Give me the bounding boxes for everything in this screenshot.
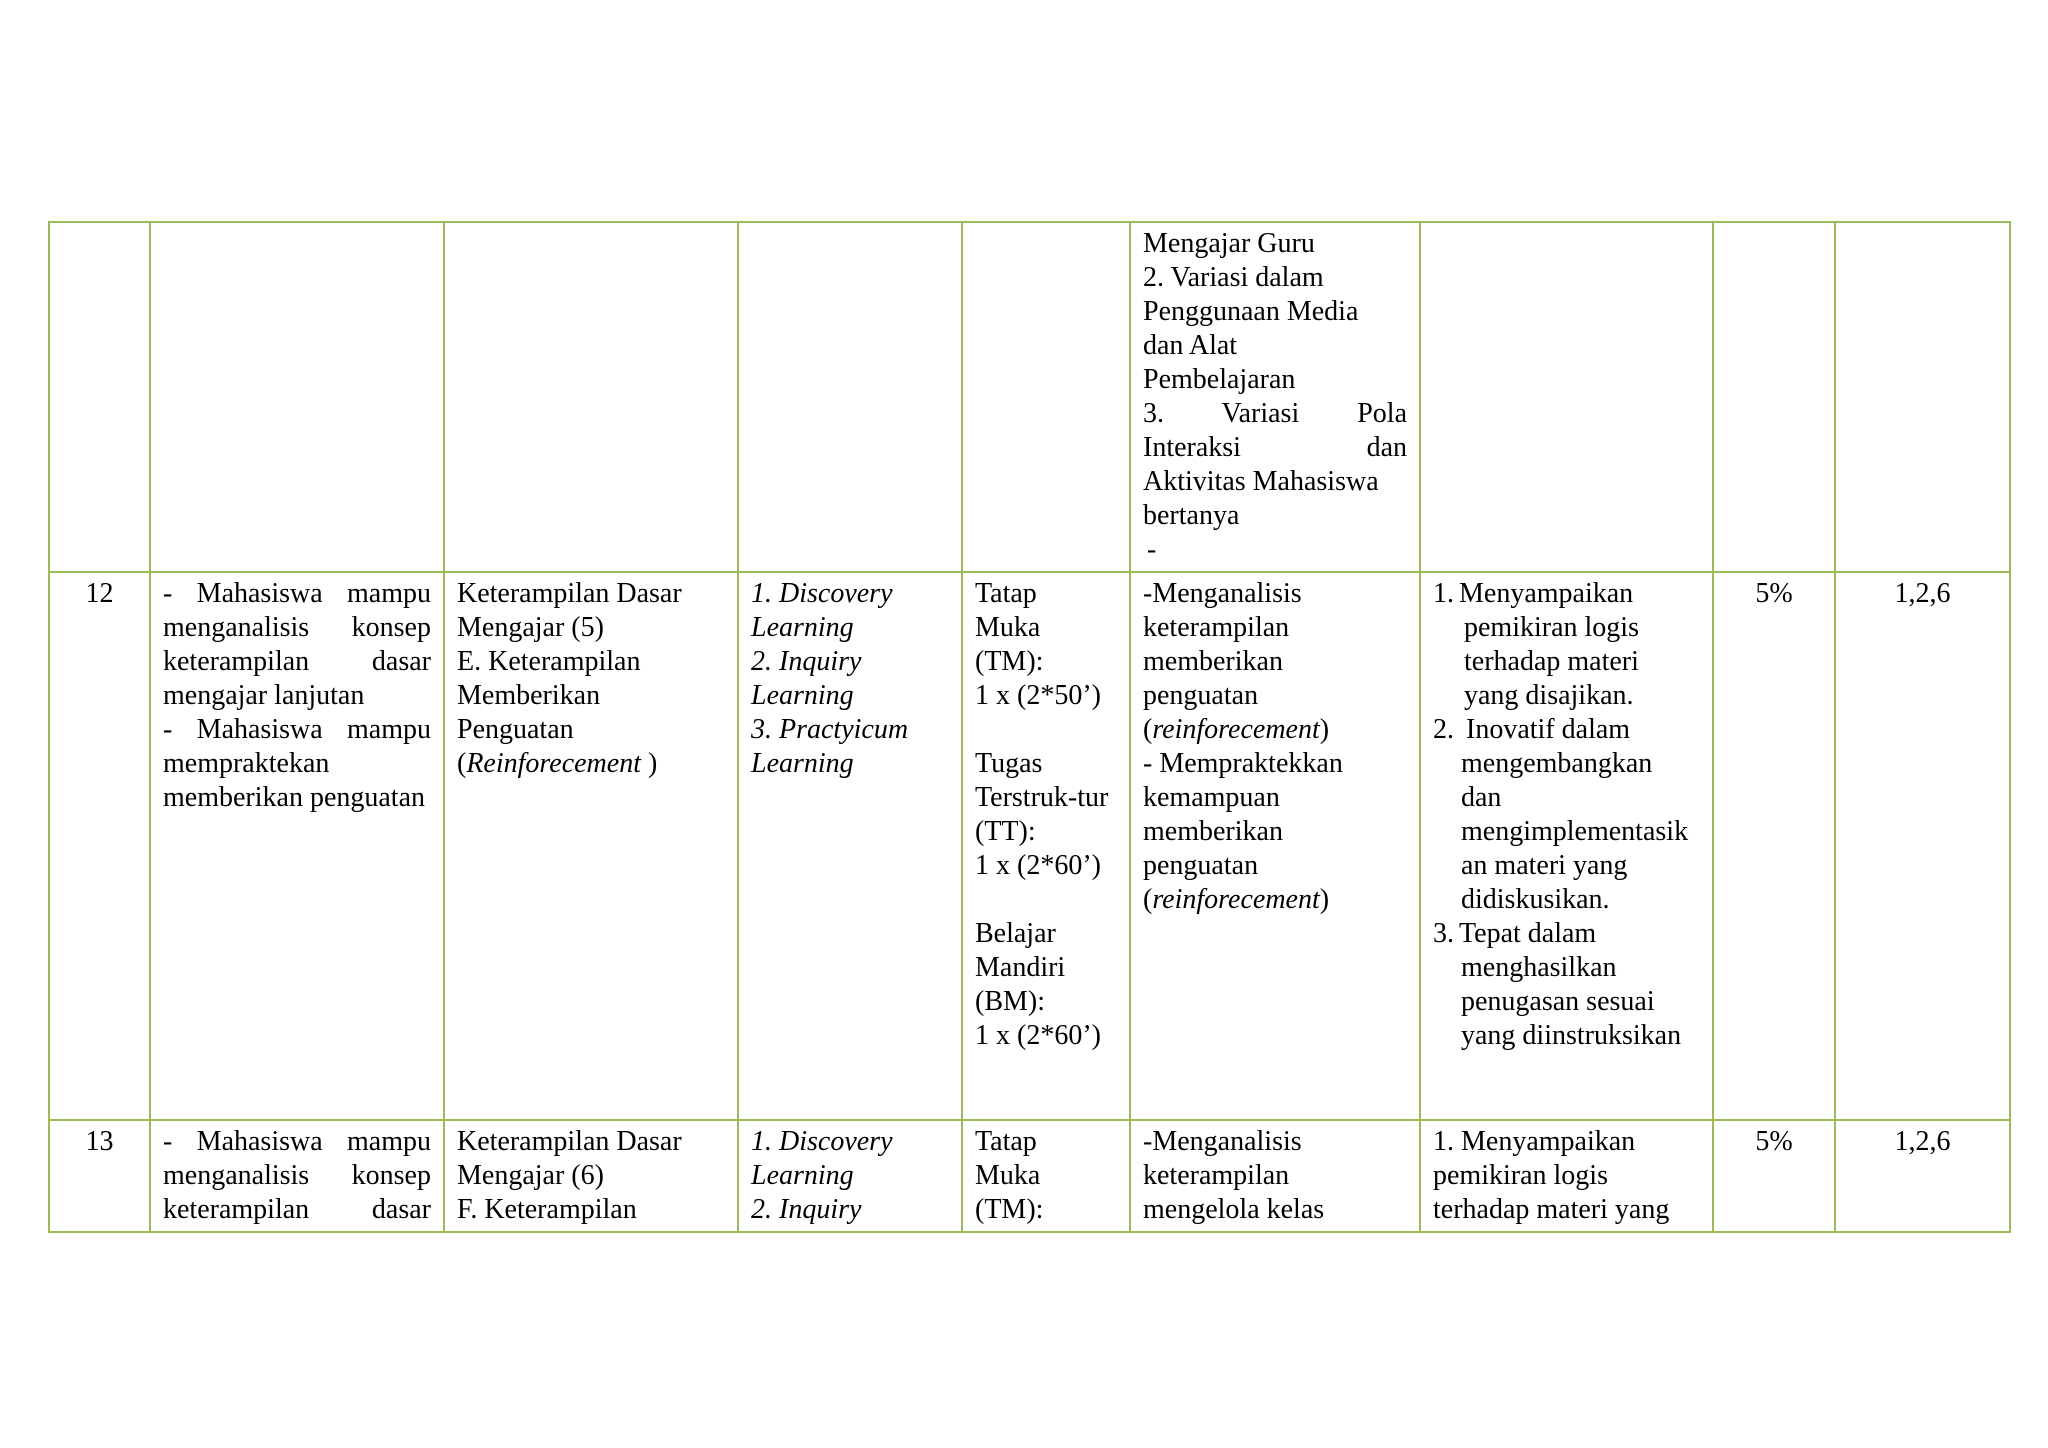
text-line: (TT): — [975, 816, 1036, 847]
text-line: 1 x (2*60’) — [975, 1020, 1101, 1051]
rps-table — [48, 221, 2011, 1233]
method-cell — [738, 222, 962, 572]
weight-cell — [1713, 222, 1835, 572]
italic-term: reinforecement — [1152, 884, 1320, 915]
text-line: 1 x (2*60’) — [975, 850, 1101, 881]
text-line: mengembangkan — [1461, 748, 1653, 779]
table-row — [49, 222, 2010, 572]
criteria-item — [1433, 917, 1700, 1053]
text-line: 2. Variasi dalam — [1143, 262, 1324, 293]
text-line: yang disajikan. — [1464, 680, 1634, 711]
text-line: 1. Discovery — [751, 578, 893, 609]
item-text: Inovatif dalam — [1466, 714, 1631, 745]
text-line: Mandiri — [975, 952, 1066, 983]
text-line: Terstruk-tur — [975, 782, 1109, 813]
text-line — [1433, 917, 1700, 951]
text-line — [1433, 577, 1700, 611]
text-line: keterampilan dasar — [163, 1194, 431, 1225]
text-line: Learning — [751, 680, 854, 711]
text-line: penguatan — [1143, 850, 1259, 881]
text-line: Aktivitas Mahasiswa — [1143, 466, 1379, 497]
text-line: pemikiran logis — [1433, 1160, 1608, 1191]
weight-cell: 5% — [1713, 572, 1835, 1120]
text-line: Muka — [975, 1160, 1041, 1191]
criteria-cell — [1420, 222, 1713, 572]
text-line: Tatap — [975, 1126, 1037, 1157]
refs-cell: 1,2,6 — [1835, 1120, 2010, 1232]
text-line: terhadap materi yang — [1433, 1194, 1670, 1225]
activity-cell — [1130, 222, 1420, 572]
text-line: - Mahasiswa mampu — [163, 1126, 431, 1157]
text-line: penugasan sesuai — [1461, 986, 1655, 1017]
criteria-cell — [1420, 572, 1713, 1120]
text-line: Memberikan — [457, 680, 601, 711]
text-line: dan Alat — [1143, 330, 1238, 361]
text-line: (reinforecement) — [1143, 884, 1330, 915]
text-line: menganalisis konsep — [163, 1160, 431, 1191]
text-line: 3. Variasi Pola — [1143, 398, 1407, 429]
text-line: Learning — [751, 612, 854, 643]
refs-cell — [1835, 222, 2010, 572]
competency-text: - Mahasiswa mampu mempraktekan memberikan penguatan — [163, 714, 431, 813]
item-number: 2. — [1433, 714, 1454, 745]
table-row — [49, 572, 2010, 1120]
text-line: (reinforecement) — [1143, 714, 1330, 745]
text-line: pemikiran logis — [1464, 612, 1639, 643]
refs-cell: 1,2,6 — [1835, 572, 2010, 1120]
text-line: Interaksi dan — [1143, 432, 1407, 463]
competency-cell — [150, 572, 444, 1120]
spacer — [975, 883, 1117, 917]
criteria-item — [1433, 577, 1700, 713]
text-line: didiskusikan. — [1461, 884, 1610, 915]
time-cell — [962, 572, 1130, 1120]
material-cell — [444, 1120, 738, 1232]
paren-close: ) — [641, 748, 658, 779]
text-line: an materi yang — [1461, 850, 1628, 881]
text-line: bertanya — [1143, 500, 1240, 531]
text-line: terhadap materi — [1464, 646, 1639, 677]
material-cell — [444, 222, 738, 572]
text-line: 1. Discovery — [751, 1126, 893, 1157]
text-line: 3. Practyicum — [751, 714, 909, 745]
text-line: Mengajar (6) — [457, 1160, 604, 1191]
text-line: Keterampilan Dasar — [457, 578, 682, 609]
item-number: 1. — [1433, 578, 1454, 609]
weight-cell: 5% — [1713, 1120, 1835, 1232]
criteria-item — [1433, 713, 1700, 917]
text-line: memberikan — [1143, 646, 1283, 677]
item-text: Menyampaikan — [1459, 578, 1634, 609]
text-line: Learning — [751, 1160, 854, 1191]
method-cell — [738, 572, 962, 1120]
text-line: Tatap — [975, 578, 1037, 609]
text-line: Belajar — [975, 918, 1056, 949]
paren-open: ( — [457, 748, 467, 779]
text-line: 1. Menyampaikan — [1433, 1126, 1636, 1157]
competency-cell — [150, 222, 444, 572]
week-cell: 12 — [49, 572, 150, 1120]
text-line: 2. Inquiry — [751, 1194, 862, 1225]
item-text: Tepat dalam — [1459, 918, 1597, 949]
text-line: F. Keterampilan — [457, 1194, 637, 1225]
text-line: Muka — [975, 612, 1041, 643]
week-cell: 13 — [49, 1120, 150, 1232]
text-line: mengelola kelas — [1143, 1194, 1325, 1225]
text-line: Mengajar Guru — [1143, 228, 1315, 259]
text-line: Learning — [751, 748, 854, 779]
time-cell — [962, 1120, 1130, 1232]
text-line: keterampilan — [1143, 1160, 1290, 1191]
text-line: kemampuan — [1143, 782, 1280, 813]
activity-cell — [1130, 1120, 1420, 1232]
spacer — [975, 713, 1117, 747]
text-line: keterampilan — [1143, 612, 1290, 643]
item-number: 3. — [1433, 918, 1454, 949]
week-cell — [49, 222, 150, 572]
material-cell — [444, 572, 738, 1120]
text-line: Penggunaan Media — [1143, 296, 1359, 327]
italic-term: Reinforecement — [466, 748, 641, 779]
text-line: 2. Inquiry — [751, 646, 862, 677]
activity-cell — [1130, 572, 1420, 1120]
text-line: -Menganalisis — [1143, 578, 1302, 609]
text-line: Pembelajaran — [1143, 364, 1296, 395]
text-line: dan — [1461, 782, 1502, 813]
text-line: (TM): — [975, 1194, 1044, 1225]
competency-cell — [150, 1120, 444, 1232]
text-line: Tugas — [975, 748, 1043, 779]
method-cell — [738, 1120, 962, 1232]
text-line: yang diinstruksikan — [1461, 1020, 1682, 1051]
text-line: -Menganalisis — [1143, 1126, 1302, 1157]
text-line: 1 x (2*50’) — [975, 680, 1101, 711]
text-line: mengimplementasik — [1461, 816, 1689, 847]
text-line: Penguatan — [457, 714, 574, 745]
text-line: memberikan — [1143, 816, 1283, 847]
text-line: Keterampilan Dasar — [457, 1126, 682, 1157]
table-row — [49, 1120, 2010, 1232]
text-line: Mengajar (5) — [457, 612, 604, 643]
time-cell — [962, 222, 1130, 572]
text-line: - — [1147, 534, 1157, 565]
text-line: E. Keterampilan — [457, 646, 641, 677]
text-line: (TM): — [975, 646, 1044, 677]
text-line: (BM): — [975, 986, 1045, 1017]
text-line — [1433, 713, 1700, 747]
text-line: menghasilkan — [1461, 952, 1617, 983]
criteria-cell — [1420, 1120, 1713, 1232]
text-line — [457, 747, 725, 781]
competency-text: - Mahasiswa mampu menganalisis konsep keterampilan dasar mengajar lanjutan — [163, 578, 431, 711]
italic-term: reinforecement — [1152, 714, 1320, 745]
text-line: penguatan — [1143, 680, 1259, 711]
text-line: - Mempraktekkan — [1143, 748, 1343, 779]
